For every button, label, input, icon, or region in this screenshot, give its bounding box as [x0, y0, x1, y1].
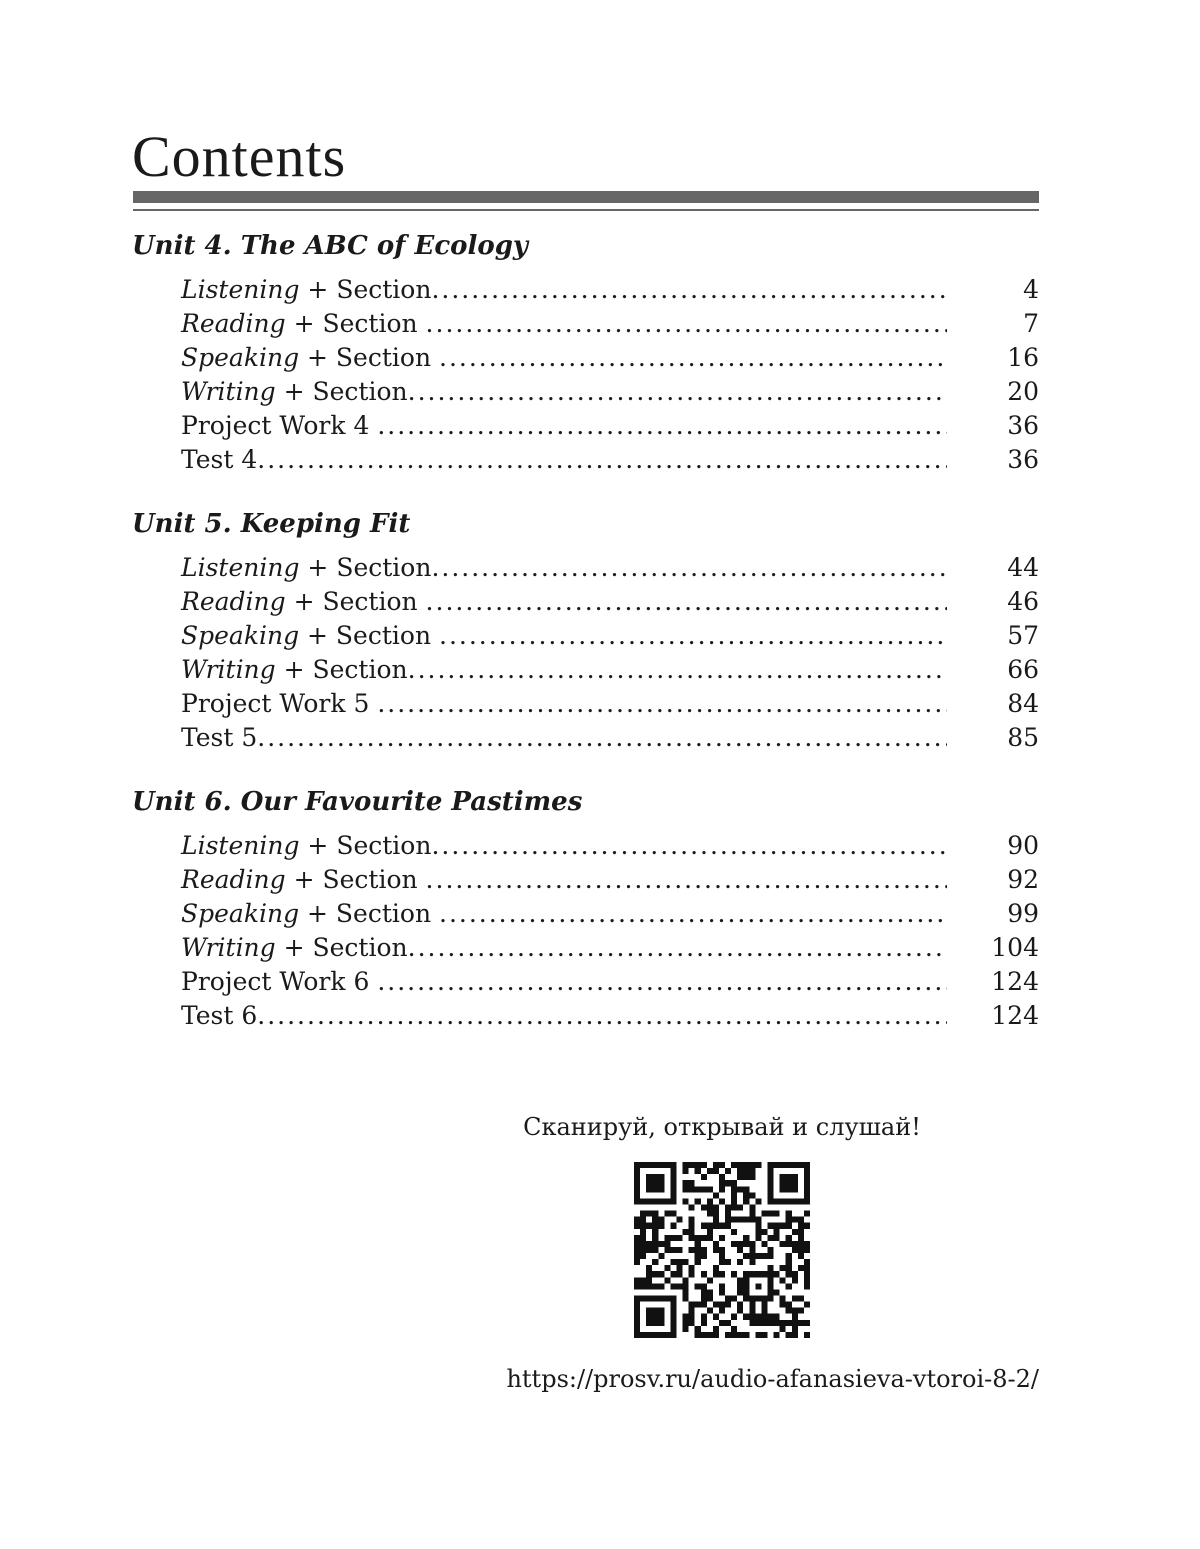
- toc-entry-label: [181, 687, 377, 721]
- dot-leader: [439, 897, 947, 931]
- toc-page-number: 124: [991, 1001, 1039, 1030]
- toc-page-number: 16: [1007, 343, 1039, 372]
- toc-entry-label: [181, 721, 257, 755]
- dot-leader: [257, 999, 947, 1033]
- dot-leader: [426, 585, 947, 619]
- unit-section: [132, 229, 1039, 477]
- toc-entry-text: + Section: [299, 275, 432, 304]
- dot-leader: [426, 863, 947, 897]
- toc-page-number: 36: [1007, 411, 1039, 440]
- toc-page-number: 7: [1023, 309, 1039, 338]
- toc-entry-label: [181, 551, 431, 585]
- toc-entry-text: + Section: [299, 899, 439, 928]
- dot-leader: [408, 931, 947, 965]
- toc-entry-skill: Reading: [181, 309, 286, 338]
- toc-entry-label: [181, 375, 408, 409]
- toc-entry-text: + Section: [285, 587, 426, 616]
- dot-leader: [431, 273, 947, 307]
- toc-entry-label: [181, 409, 377, 443]
- toc-entry-skill: Reading: [181, 865, 286, 894]
- toc-entry[interactable]: [181, 341, 1039, 375]
- toc-entry-skill: Listening: [181, 553, 300, 582]
- toc-page-number: 99: [1007, 899, 1039, 928]
- toc-entry-label: [181, 619, 439, 653]
- toc-entry-label: [181, 443, 257, 477]
- toc-entry-label: [181, 653, 408, 687]
- dot-leader: [408, 375, 947, 409]
- toc-page-number: 66: [1007, 655, 1039, 684]
- toc-entry[interactable]: [181, 273, 1039, 307]
- dot-leader: [377, 687, 947, 721]
- toc-entry-label: [181, 965, 377, 999]
- toc-entry-skill: Writing: [181, 933, 276, 962]
- toc-entry[interactable]: [181, 829, 1039, 863]
- toc-page-number: 46: [1007, 587, 1039, 616]
- toc-entry-text: + Section: [275, 933, 408, 962]
- title-rule-thick: [133, 191, 1039, 203]
- toc-entry-skill: Writing: [181, 655, 276, 684]
- toc-entry[interactable]: [181, 653, 1039, 687]
- toc-entry[interactable]: [181, 931, 1039, 965]
- qr-code-icon[interactable]: [634, 1162, 810, 1338]
- toc-entry-text: + Section: [275, 377, 408, 406]
- dot-leader: [377, 409, 947, 443]
- toc-entry-text: Project Work 6: [181, 967, 378, 996]
- unit-heading: Unit 4. The ABC of Ecology: [132, 231, 529, 261]
- toc-entry-skill: Speaking: [181, 343, 300, 372]
- toc-entry[interactable]: [181, 409, 1039, 443]
- toc-page-number: 57: [1007, 621, 1039, 650]
- toc-entry-text: + Section: [299, 621, 439, 650]
- toc-page-number: 92: [1007, 865, 1039, 894]
- toc-entry[interactable]: [181, 965, 1039, 999]
- toc-entry-label: [181, 273, 431, 307]
- toc-entry-text: Project Work 5: [181, 689, 378, 718]
- unit-heading: Unit 5. Keeping Fit: [132, 509, 411, 539]
- toc-entry[interactable]: [181, 375, 1039, 409]
- toc-page-number: 4: [1023, 275, 1039, 304]
- toc-entry[interactable]: [181, 307, 1039, 341]
- toc-entry-list: [132, 829, 1039, 1033]
- toc-entry-text: Project Work 4: [181, 411, 378, 440]
- toc-page-number: 20: [1007, 377, 1039, 406]
- title-rule-thin: [133, 209, 1039, 211]
- dot-leader: [426, 307, 947, 341]
- dot-leader: [257, 721, 947, 755]
- dot-leader: [408, 653, 947, 687]
- toc-page-number: 36: [1007, 445, 1039, 474]
- toc-entry-label: [181, 999, 257, 1033]
- dot-leader: [439, 619, 947, 653]
- toc-entry-label: [181, 585, 426, 619]
- toc-entry-text: + Section: [299, 343, 439, 372]
- toc-entry-skill: Listening: [181, 275, 300, 304]
- toc-entry-text: + Section: [299, 553, 432, 582]
- toc-entry-skill: Reading: [181, 587, 286, 616]
- dot-leader: [377, 965, 947, 999]
- toc-entry[interactable]: [181, 897, 1039, 931]
- toc-entry-label: [181, 307, 426, 341]
- toc-entry-label: [181, 863, 426, 897]
- toc-entry-skill: Listening: [181, 831, 300, 860]
- dot-leader: [257, 443, 947, 477]
- toc-page-number: 84: [1007, 689, 1039, 718]
- toc-entry[interactable]: [181, 551, 1039, 585]
- toc-entry-text: + Section: [299, 831, 432, 860]
- toc-entry-label: [181, 341, 439, 375]
- scan-caption: Сканируй, открывай и слушай!: [523, 1113, 921, 1141]
- unit-section: [132, 785, 1039, 1033]
- toc-entry-skill: Writing: [181, 377, 276, 406]
- toc-entry[interactable]: [181, 863, 1039, 897]
- toc-entry-skill: Speaking: [181, 899, 300, 928]
- unit-heading: Unit 6. Our Favourite Pastimes: [132, 787, 583, 817]
- dot-leader: [439, 341, 947, 375]
- toc-entry[interactable]: [181, 999, 1039, 1033]
- toc-entry-text: + Section: [285, 309, 426, 338]
- page-title: Contents: [132, 124, 347, 189]
- dot-leader: [431, 829, 947, 863]
- toc-entry[interactable]: [181, 585, 1039, 619]
- toc-entry-label: [181, 931, 408, 965]
- dot-leader: [431, 551, 947, 585]
- toc-page-number: 90: [1007, 831, 1039, 860]
- toc-entry-text: Test 5: [181, 723, 258, 752]
- toc-entry[interactable]: [181, 443, 1039, 477]
- toc-entry-text: Test 6: [181, 1001, 258, 1030]
- toc-entry-text: + Section: [285, 865, 426, 894]
- toc-entry-label: [181, 829, 431, 863]
- toc-page-number: 104: [991, 933, 1039, 962]
- toc-entry-list: [132, 551, 1039, 755]
- toc-entry-skill: Speaking: [181, 621, 300, 650]
- toc-entry-list: [132, 273, 1039, 477]
- toc-entry[interactable]: [181, 687, 1039, 721]
- toc-page-number: 44: [1007, 553, 1039, 582]
- toc-entry[interactable]: [181, 619, 1039, 653]
- toc-entry-text: Test 4: [181, 445, 258, 474]
- audio-link[interactable]: https://prosv.ru/audio-afanasieva-vtoroi-8-2/: [506, 1365, 1039, 1393]
- toc-entry-label: [181, 897, 439, 931]
- toc-page-number: 124: [991, 967, 1039, 996]
- toc-page-number: 85: [1007, 723, 1039, 752]
- toc-entry-text: + Section: [275, 655, 408, 684]
- toc-entry[interactable]: [181, 721, 1039, 755]
- unit-section: [132, 507, 1039, 755]
